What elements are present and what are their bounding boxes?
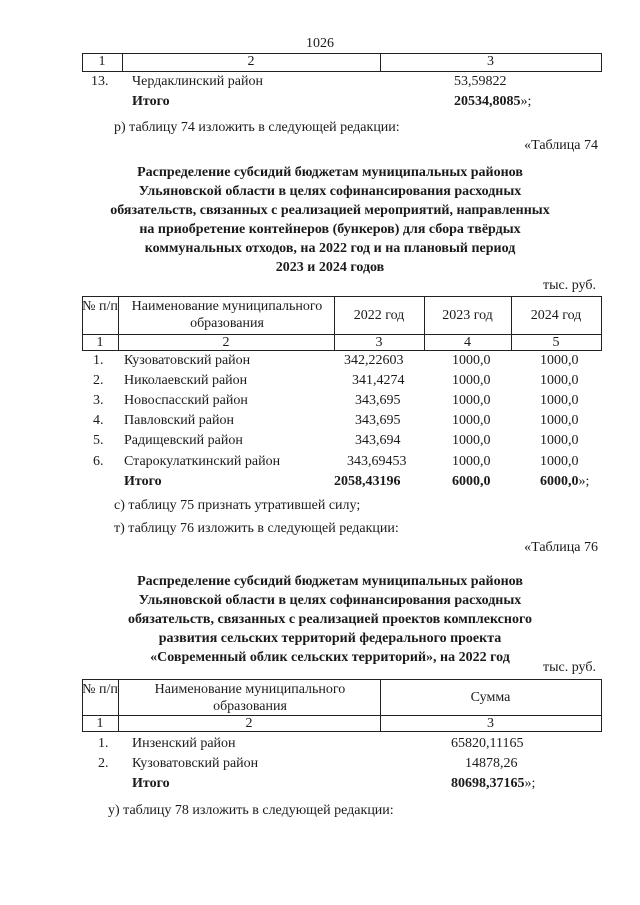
row-district: Инзенский район [132,736,236,751]
row-2024: 1000,0 [540,454,579,469]
row-2024: 1000,0 [540,353,579,368]
table74-header-2023: 2023 год [442,308,493,323]
row-number: 4. [93,413,104,428]
row-number: 13. [91,74,109,89]
table74-units: тыс. руб. [543,278,596,293]
row-number: 6. [93,454,104,469]
total-2024-wrap [540,474,589,490]
table74-header-2022: 2022 год [353,308,405,323]
row-2022: 343,695 [355,413,401,428]
paragraph-r: р) таблицу 74 изложить в следующей редакции: [114,120,400,135]
row-2023: 1000,0 [452,433,491,448]
table76-header-sum: Сумма [470,690,511,705]
row-district: Чердаклинский район [132,74,263,89]
row-district: Кузоватовский район [124,353,251,368]
table76-title-line: обязательств, связанных с реализацией проектов комплексного [128,612,532,627]
total-sum: 80698,37165 [451,776,525,791]
table76-tag: «Таблица 76 [524,540,598,555]
row-sum: 65820,11165 [451,736,524,751]
total-sum-wrap [451,776,535,792]
row-2023: 1000,0 [452,413,491,428]
table74-colnum-2: 2 [222,335,230,350]
row-2023: 1000,0 [452,393,491,408]
table76-colnum-1: 1 [96,716,104,731]
table76-header-num: № п/п [82,682,118,697]
table74-tag: «Таблица 74 [524,138,598,153]
table74-colnum-3: 3 [375,335,383,350]
table76-title-line: «Современный облик сельских территорий», на 2022 год [150,650,510,665]
row-number: 5. [93,433,104,448]
row-district: Кузоватовский район [132,756,259,771]
row-2023: 1000,0 [452,454,491,469]
row-2024: 1000,0 [540,433,579,448]
total-label: Итого [124,474,162,489]
table74-colnum-5: 5 [552,335,560,350]
table76-title-line: Распределение субсидий бюджетам муниципальных районов [137,574,523,589]
prev-header-col1: 1 [98,54,106,69]
table76-colnum-3: 3 [487,716,494,731]
table76-title [90,572,570,667]
row-district: Павловский район [124,413,234,428]
row-number: 2. [93,373,104,388]
row-2024: 1000,0 [540,413,579,428]
row-2022: 343,694 [355,433,401,448]
total-value-wrap [454,94,531,110]
table74-header-name: Наименование муниципального образования [131,299,323,331]
table74-title-line: Распределение субсидий бюджетам муниципальных районов [137,165,523,180]
table76-title-line: Ульяновской области в целях софинансирования расходных [138,593,522,608]
row-2023: 1000,0 [452,353,491,368]
page-number: 1026 [306,36,334,51]
total-value: 20534,8085 [454,94,521,109]
row-2022: 342,22603 [344,353,404,368]
table74-colnum-4: 4 [464,335,471,350]
table76-header-name: Наименование муниципального образования [154,682,346,714]
table76-units: тыс. руб. [543,660,596,675]
table76-title-line: развития сельских территорий федерального проекта [158,631,502,646]
quote-suffix: »; [520,94,532,109]
row-2022: 341,4274 [352,373,405,388]
row-number: 2. [98,756,109,771]
row-district: Николаевский район [124,373,248,388]
row-2022: 343,695 [355,393,401,408]
table74-title-line: Ульяновской области в целях софинансирования расходных [138,184,522,199]
row-2022: 343,69453 [347,454,407,469]
row-district: Новоспасский район [124,393,248,408]
total-2024: 6000,0 [540,474,579,489]
prev-header-col3: 3 [487,54,494,69]
table74-title-line: коммунальных отходов, на 2022 год и на плановый период [144,241,516,256]
row-number: 1. [98,736,109,751]
row-2023: 1000,0 [452,373,491,388]
quote-suffix: »; [578,474,590,489]
row-value: 53,59822 [454,74,507,89]
total-2022: 2058,43196 [334,474,401,489]
paragraph-t: т) таблицу 76 изложить в следующей редакции: [114,521,399,536]
paragraph-s: с) таблицу 75 признать утратившей силу; [114,498,361,513]
paragraph-u: у) таблицу 78 изложить в следующей редакции: [108,803,394,818]
quote-suffix: »; [524,776,536,791]
table74-header-num: № п/п [82,299,118,314]
table74-title-line: обязательств, связанных с реализацией мероприятий, направленных [110,203,550,218]
row-district: Старокулаткинский район [124,454,281,469]
row-2024: 1000,0 [540,373,579,388]
total-label: Итого [132,94,170,109]
row-number: 1. [93,353,104,368]
table74-title [90,163,570,277]
row-sum: 14878,26 [465,756,518,771]
table76-colnum-2: 2 [245,716,253,731]
row-district: Радищевский район [124,433,243,448]
row-number: 3. [93,393,104,408]
table74-title-line: 2023 и 2024 годов [275,260,385,275]
table74-header-2024: 2024 год [530,308,582,323]
table74-colnum-1: 1 [96,335,104,350]
prev-header-col2: 2 [247,54,255,69]
table74-title-line: на приобретение контейнеров (бункеров) для сбора твёрдых [139,222,521,237]
total-2023: 6000,0 [452,474,491,489]
total-label: Итого [132,776,170,791]
row-2024: 1000,0 [540,393,579,408]
